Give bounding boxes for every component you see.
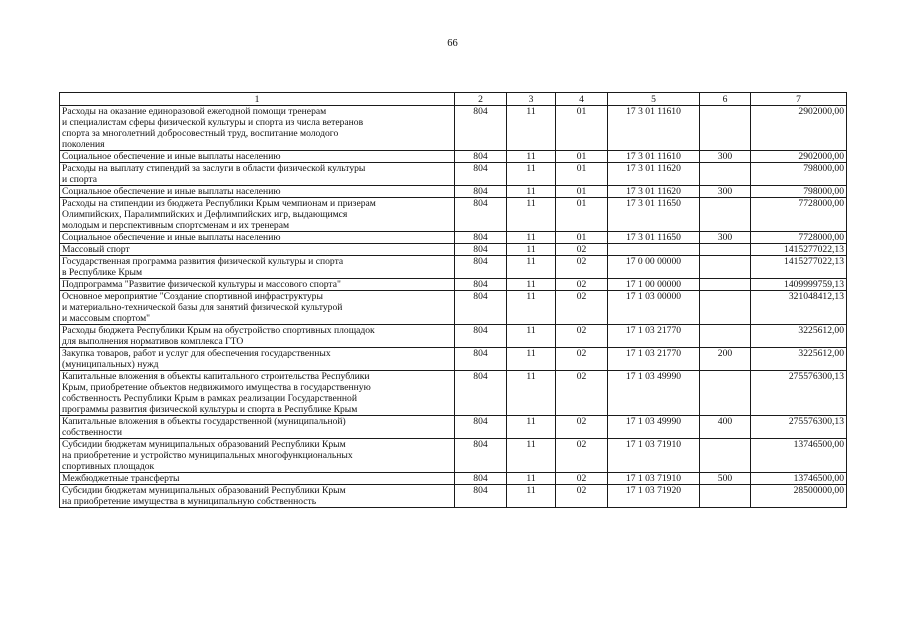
row-name-line: Субсидии бюджетам муниципальных образований Республики Крым [62,439,346,450]
row-department-code: 804 [455,325,507,348]
row-subsection-code: 01 [556,106,608,151]
header-col-3: 3 [507,93,556,106]
row-name-line: Расходы бюджета Республики Крым на обустройство спортивных площадок [62,325,375,336]
row-expense-type-code [700,106,751,151]
row-name-line: Межбюджетные трансферты [62,473,180,484]
table-row [60,291,847,325]
row-target-article-code: 17 1 03 49990 [608,416,700,439]
row-name-line: и специалистам сферы физической культуры и спорта из числа ветеранов [62,117,364,128]
row-name-line: Расходы на выплату стипендий за заслуги в области физической культуры [62,163,366,174]
row-subsection-code: 02 [556,439,608,473]
row-section-code: 11 [507,291,556,325]
row-target-article-code: 17 3 01 11610 [608,106,700,151]
row-target-article-code: 17 3 01 11620 [608,186,700,198]
row-expense-type-code [700,291,751,325]
row-amount: 7728000,00 [751,232,847,244]
row-expense-type-code [700,439,751,473]
row-name [60,416,455,439]
row-department-code: 804 [455,151,507,163]
table-row [60,416,847,439]
row-target-article-code: 17 3 01 11650 [608,198,700,232]
row-name [60,244,455,256]
row-department-code: 804 [455,106,507,151]
row-amount: 1415277022,13 [751,244,847,256]
row-name-line: Государственная программа развития физической культуры и спорта [62,256,344,267]
row-section-code: 11 [507,485,556,508]
row-name-line: Закупка товаров, работ и услуг для обеспечения государственных [62,348,331,359]
row-name-line: собственность Республики Крым в рамках реализации Государственной [62,393,357,404]
table-row [60,244,847,256]
row-section-code: 11 [507,151,556,163]
row-department-code: 804 [455,279,507,291]
row-section-code: 11 [507,106,556,151]
row-name [60,198,455,232]
row-name-line: собственности [62,427,123,438]
row-amount: 13746500,00 [751,439,847,473]
row-subsection-code: 01 [556,232,608,244]
row-amount: 1409999759,13 [751,279,847,291]
row-department-code: 804 [455,186,507,198]
header-col-5: 5 [608,93,700,106]
table-row [60,232,847,244]
row-subsection-code: 02 [556,371,608,416]
row-name [60,279,455,291]
row-amount: 275576300,13 [751,416,847,439]
row-name [60,151,455,163]
header-col-6: 6 [700,93,751,106]
row-section-code: 11 [507,244,556,256]
row-name [60,291,455,325]
row-name-line: (муниципальных) нужд [62,359,159,370]
row-target-article-code: 17 1 03 00000 [608,291,700,325]
table-row [60,325,847,348]
row-target-article-code: 17 0 00 00000 [608,256,700,279]
budget-table [59,92,847,508]
table-row [60,198,847,232]
table-row [60,279,847,291]
row-section-code: 11 [507,416,556,439]
row-section-code: 11 [507,325,556,348]
row-section-code: 11 [507,473,556,485]
table-row [60,256,847,279]
row-name-line: программы развития физической культуры и спорта в Республике Крым [62,404,358,415]
row-expense-type-code [700,485,751,508]
row-name [60,371,455,416]
row-section-code: 11 [507,439,556,473]
row-name-line: на приобретение имущества в муниципальную собственность [62,496,317,507]
row-subsection-code: 02 [556,348,608,371]
row-target-article-code: 17 1 03 71920 [608,485,700,508]
row-subsection-code: 01 [556,198,608,232]
row-expense-type-code [700,163,751,186]
row-amount: 28500000,00 [751,485,847,508]
header-col-4: 4 [556,93,608,106]
row-expense-type-code [700,325,751,348]
row-department-code: 804 [455,439,507,473]
row-section-code: 11 [507,232,556,244]
table-row [60,485,847,508]
row-name-line: Социальное обеспечение и иные выплаты населению [62,186,281,197]
header-col-7: 7 [751,93,847,106]
row-name-line: спортивных площадок [62,461,155,472]
row-name-line: Крым, приобретение объектов недвижимого имущества в государственную [62,382,371,393]
row-expense-type-code: 300 [700,232,751,244]
row-name-line: Основное мероприятие "Создание спортивной инфраструктуры [62,291,323,302]
row-subsection-code: 02 [556,473,608,485]
row-subsection-code: 02 [556,416,608,439]
row-department-code: 804 [455,163,507,186]
table-row [60,186,847,198]
row-amount: 798000,00 [751,186,847,198]
table-row [60,473,847,485]
row-name [60,485,455,508]
table-row [60,163,847,186]
row-subsection-code: 01 [556,186,608,198]
row-target-article-code: 17 3 01 11650 [608,232,700,244]
row-name [60,186,455,198]
row-expense-type-code: 200 [700,348,751,371]
row-department-code: 804 [455,198,507,232]
row-amount: 13746500,00 [751,473,847,485]
row-subsection-code: 02 [556,244,608,256]
header-col-2: 2 [455,93,507,106]
table-row [60,151,847,163]
row-department-code: 804 [455,348,507,371]
row-target-article-code [608,244,700,256]
row-department-code: 804 [455,473,507,485]
row-expense-type-code: 300 [700,151,751,163]
row-section-code: 11 [507,163,556,186]
row-expense-type-code [700,256,751,279]
row-name [60,473,455,485]
row-subsection-code: 02 [556,485,608,508]
page-number: 66 [447,38,458,49]
header-row [60,93,847,106]
row-target-article-code: 17 3 01 11610 [608,151,700,163]
row-subsection-code: 02 [556,279,608,291]
row-expense-type-code: 300 [700,186,751,198]
row-subsection-code: 01 [556,151,608,163]
table-row [60,106,847,151]
table-row [60,439,847,473]
row-amount: 2902000,00 [751,106,847,151]
table-row [60,348,847,371]
row-name-line: Расходы на оказание единоразовой ежегодной помощи тренерам [62,106,327,117]
row-expense-type-code [700,279,751,291]
row-name [60,232,455,244]
row-section-code: 11 [507,256,556,279]
table-body [60,106,847,508]
row-name-line: на приобретение и устройство муниципальных многофункциональных [62,450,353,461]
row-amount: 7728000,00 [751,198,847,232]
row-name [60,256,455,279]
row-department-code: 804 [455,256,507,279]
row-department-code: 804 [455,416,507,439]
row-subsection-code: 01 [556,163,608,186]
row-expense-type-code [700,198,751,232]
row-amount: 2902000,00 [751,151,847,163]
row-name [60,348,455,371]
row-name-line: Социальное обеспечение и иные выплаты населению [62,232,281,243]
row-name-line: и массовым спортом" [62,313,151,324]
row-section-code: 11 [507,371,556,416]
row-target-article-code: 17 3 01 11620 [608,163,700,186]
row-target-article-code: 17 1 03 71910 [608,473,700,485]
row-target-article-code: 17 1 03 21770 [608,348,700,371]
row-name-line: Капитальные вложения в объекты капитального строительства Республики [62,371,370,382]
row-subsection-code: 02 [556,325,608,348]
table-header [60,93,847,106]
row-department-code: 804 [455,232,507,244]
row-name-line: Капитальные вложения в объекты государственной (муниципальной) [62,416,346,427]
row-name-line: в Республике Крым [62,267,143,278]
row-name-line: молодым и перспективным спортсменам и их тренерам [62,220,290,231]
row-name [60,163,455,186]
row-name-line: и спорта [62,174,97,185]
row-target-article-code: 17 1 03 71910 [608,439,700,473]
row-expense-type-code: 500 [700,473,751,485]
row-name-line: для выполнения нормативов комплекса ГТО [62,336,244,347]
row-amount: 798000,00 [751,163,847,186]
row-expense-type-code [700,244,751,256]
row-name-line: Олимпийских, Паралимпийских и Дефлимпийских игр, выдающимся [62,209,348,220]
row-name-line: Субсидии бюджетам муниципальных образований Республики Крым [62,485,346,496]
row-section-code: 11 [507,198,556,232]
row-department-code: 804 [455,244,507,256]
row-name-line: поколения [62,139,105,150]
row-section-code: 11 [507,186,556,198]
row-amount: 275576300,13 [751,371,847,416]
row-amount: 3225612,00 [751,325,847,348]
row-amount: 3225612,00 [751,348,847,371]
header-col-1: 1 [60,93,455,106]
row-name-line: спорта за многолетний добросовестный труд, воспитание молодого [62,128,339,139]
row-amount: 321048412,13 [751,291,847,325]
row-expense-type-code: 400 [700,416,751,439]
row-name-line: Социальное обеспечение и иные выплаты населению [62,151,281,162]
row-name-line: и материально-технической базы для занятий физической культурой [62,302,343,313]
row-expense-type-code [700,371,751,416]
row-target-article-code: 17 1 03 21770 [608,325,700,348]
row-department-code: 804 [455,371,507,416]
row-section-code: 11 [507,348,556,371]
row-section-code: 11 [507,279,556,291]
row-target-article-code: 17 1 03 49990 [608,371,700,416]
row-name [60,325,455,348]
row-name-line: Расходы на стипендии из бюджета Республики Крым чемпионам и призерам [62,198,376,209]
row-name-line: Подпрограмма "Развитие физической культуры и массового спорта" [62,279,341,290]
table-row [60,371,847,416]
row-department-code: 804 [455,485,507,508]
row-name-line: Массовый спорт [62,244,130,255]
row-subsection-code: 02 [556,256,608,279]
row-subsection-code: 02 [556,291,608,325]
row-target-article-code: 17 1 00 00000 [608,279,700,291]
row-department-code: 804 [455,291,507,325]
row-name [60,106,455,151]
row-name [60,439,455,473]
row-amount: 1415277022,13 [751,256,847,279]
